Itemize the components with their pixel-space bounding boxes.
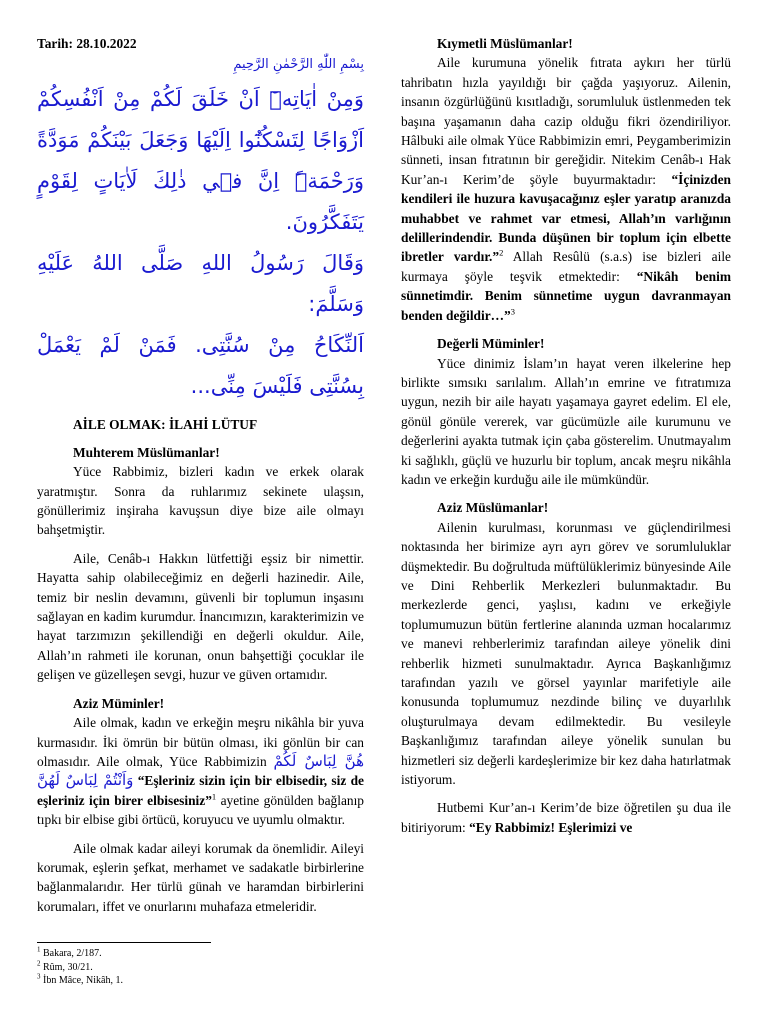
footnote-text: Rûm, 30/21. xyxy=(40,961,93,973)
footnote-item xyxy=(37,974,123,988)
footnote-item xyxy=(37,961,123,975)
footnotes xyxy=(37,947,123,988)
sermon-title: AİLE OLMAK: İLAHİ LÜTUF xyxy=(73,417,258,433)
quote-bold: “Nikâh benim sünnetimdir. Benim sünnetime uygun davranmayan benden değildir…” xyxy=(401,268,731,323)
heading-kiymetli: Kıymetli Müslümanlar! xyxy=(437,36,573,51)
paragraph xyxy=(401,53,731,325)
paragraph-text: Aile olmak, kadın ve erkeğin meşru nikâhla bir yuva kurmasıdır. İki ömrün bir bütün olması, iki gönlün bir can olmasıdır. Aile olmak, Yüce Rabbimizin xyxy=(37,715,364,769)
footnote-number: 1 xyxy=(37,945,41,954)
footnote-ref: 3 xyxy=(510,306,515,317)
heading-aziz-mu-minler: Aziz Müminler! xyxy=(73,695,165,711)
quote-bold: “Eşleriniz sizin için bir elbisedir, siz de eşleriniz için birer elbisesiniz” xyxy=(37,773,364,808)
paragraph: Yüce Rabbimiz, bizleri kadın ve erkek olarak yaratmıştır. Sonra da ruhlarımız sekinete ulaşsın, gönüllerimiz inşiraha kavuşsun diye bize aile olmayı bahşetmiştir. xyxy=(37,464,364,538)
footnote-text: Bakara, 2/187. xyxy=(40,948,102,959)
footnote-item xyxy=(37,947,123,961)
paragraph: Aile olmak kadar aileyi korumak da önemlidir. Aileyi korumak, eşlerin şefkat, merhamet ve sadakatle birbirlerine bağlanmalarıdır. Her türlü günah ve haramdan birbirlerini korumaları, iffet ve onurlarını muhafaza etmeleridir. xyxy=(37,840,364,914)
paragraph-text: Hutbemi Kur’an-ı Kerim’de bize öğretilen şu dua ile bitiriyorum: xyxy=(401,800,731,835)
footnote-ref: 1 xyxy=(211,791,217,802)
paragraph: Ailenin kurulması, korunması ve güçlendirilmesi noktasında her birimize ayrı ayrı görev ve sorumluluklar düşmektedir. Bu doğrultuda müftülüklerimiz bünyesinde Aile ve Dini Rehberlik Merkezleri bulunmaktadır. Bu merkezlerde genci, yaşlısı, kadını ve erkeğiyle toplumumuzun bütün fertlerine alanında uzman hocalarımız ve manevi rehberlerimiz tarafından aileye yönelik dini rehberlik hizmeti sunulmaktadır. Ayrıca Başkanlığımız tarafından yazılı ve görsel yayınlar marifetiyle aile konusunda toplumumuz nezdinde bilinç ve duyarlılık oluşturulmaya devam edilmektedir. Bu vesileyle Başkanlığımız tarafından aileye yönelik sunulan bu hizmetleri siz değerli kardeşlerimize bir kez daha hatırlatmak istiyorum. xyxy=(401,519,731,788)
heading-aziz-muslumanlar: Aziz Müslümanlar! xyxy=(437,500,549,516)
paragraph xyxy=(401,798,731,837)
quote-bold: “İçinizden kendileri ile huzura kavuşacağınız eşler yaratıp aranızda muhabbet ve rahmet var etmesi, Allah’ın varlığının delillerindendir. Bunda düşünen bir toplum için elbette ibretler vardır.” xyxy=(401,171,731,265)
footnote-separator xyxy=(37,942,211,943)
arabic-inline-ayah: هُنَّ لِبَاسٌ لَكُمْ وَاَنْتُمْ لِبَاسٌ لَهُنَّ xyxy=(37,751,364,790)
paragraph: Yüce dinimiz İslam’ın hayat veren ilkelerine hep birlikte sımsıkı sarılalım. Allah’ın emrine ve fıtratımıza uygun, nezih bir aile hayatı yaşamaya gayret edelim. El ele, gönül gönüle vererek, var gücümüzle aile kurumunu ve değerlerini ayakta tutmak için çaba gösterelim. Unutmayalım ki sağlıklı, güçlü ve huzurlu bir toplum, ancak meşru nikâhla kadın ve erkeğin kurduğu aile ile mümkündür. xyxy=(401,355,731,487)
paragraph-text: Aile kurumuna yönelik fıtrata aykırı her türlü tahribatın hızla yayıldığı bir çağda yaşıyoruz. Ailenin, insanın özgürlüğünü kısıtladığı, sorumluluk üstlenmeden tek başına yaşamanın daha cazip olduğu fikri özendiriliyor. Hâlbuki aile olmak Yüce Rabbimizin emri, Peygamberimizin sünneti, insan fıtratının bir gereğidir. Nitekim Cenâb-ı Hak Kur’an-ı Kerim’de şöyle buyurmaktadır: xyxy=(401,55,731,187)
footnote-number: 2 xyxy=(37,959,41,968)
right-column xyxy=(401,34,731,837)
arabic-ayah xyxy=(37,79,364,407)
footnote-ref: 2 xyxy=(499,248,504,258)
paragraph: Aile, Cenâb-ı Hakkın lütfettiği eşsiz bir nimettir. Hayatta sahip olabileceğimiz en değerli hazinedir. Aile, temiz bir neslin devamını, güvenli bir toplumun inşasını sağlayan en kadim kurumdur. İnancımızın, karakterimizin ve hayat tarzımızın şekillendiği en değerli okuldur. Aile, Allah’ın rahmeti ile korunan, onun bahşettiği çocuklar ile gelişen ve güzelleşen sevgi, huzur ve güven ortamıdır. xyxy=(37,550,364,683)
paragraph-text: Allah Resûlü (s.a.s) ise bizleri aile kurmaya şöyle teşvik etmektedir: xyxy=(401,249,731,284)
footnote-number: 3 xyxy=(37,972,41,981)
paragraph xyxy=(37,713,364,829)
footnote-text: İbn Mâce, Nikâh, 1. xyxy=(40,975,123,987)
left-column xyxy=(37,34,364,916)
hadith-intro: وَقَالَ رَسُولُ اللهِ صَلَّى اللهُ عَلَيْهِ وَسَلَّمَ: xyxy=(37,251,364,317)
quote-bold: “Ey Rabbimiz! Eşlerimizi ve xyxy=(469,819,633,835)
date-line: Tarih: 28.10.2022 xyxy=(37,36,137,51)
paragraph-text: ayetine gönülden bağlanıp tıpkı bir elbise gibi örtücü, koruyucu ve uyumlu olmaktır. xyxy=(37,792,364,828)
heading-degerli: Değerli Müminler! xyxy=(437,336,545,352)
basmala-calligraphy: بِسْمِ اللّٰهِ الرَّحْمٰنِ الرَّحِيمِ xyxy=(233,57,364,73)
hadith-text: اَلنِّكَاحُ مِنْ سُنَّتِى. فَمَنْ لَمْ يَعْمَلْ بِسُنَّتِى فَلَيْسَ مِنِّى... xyxy=(37,333,364,399)
heading-muhterem: Muhterem Müslümanlar! xyxy=(73,444,220,460)
ayah-text: وَمِنْ اٰيَاتِه۪ٓ اَنْ خَلَقَ لَكُمْ مِنْ اَنْفُسِكُمْ اَزْوَاجًا لِتَسْكُنُٓوا اِلَيْهَا وَجَعَلَ بَيْنَكُمْ مَوَدَّةً وَرَحْمَةًۜ اِنَّ ف۪ي ذٰلِكَ لَاٰيَاتٍ لِقَوْمٍ يَتَفَكَّرُونَ. xyxy=(37,87,364,235)
